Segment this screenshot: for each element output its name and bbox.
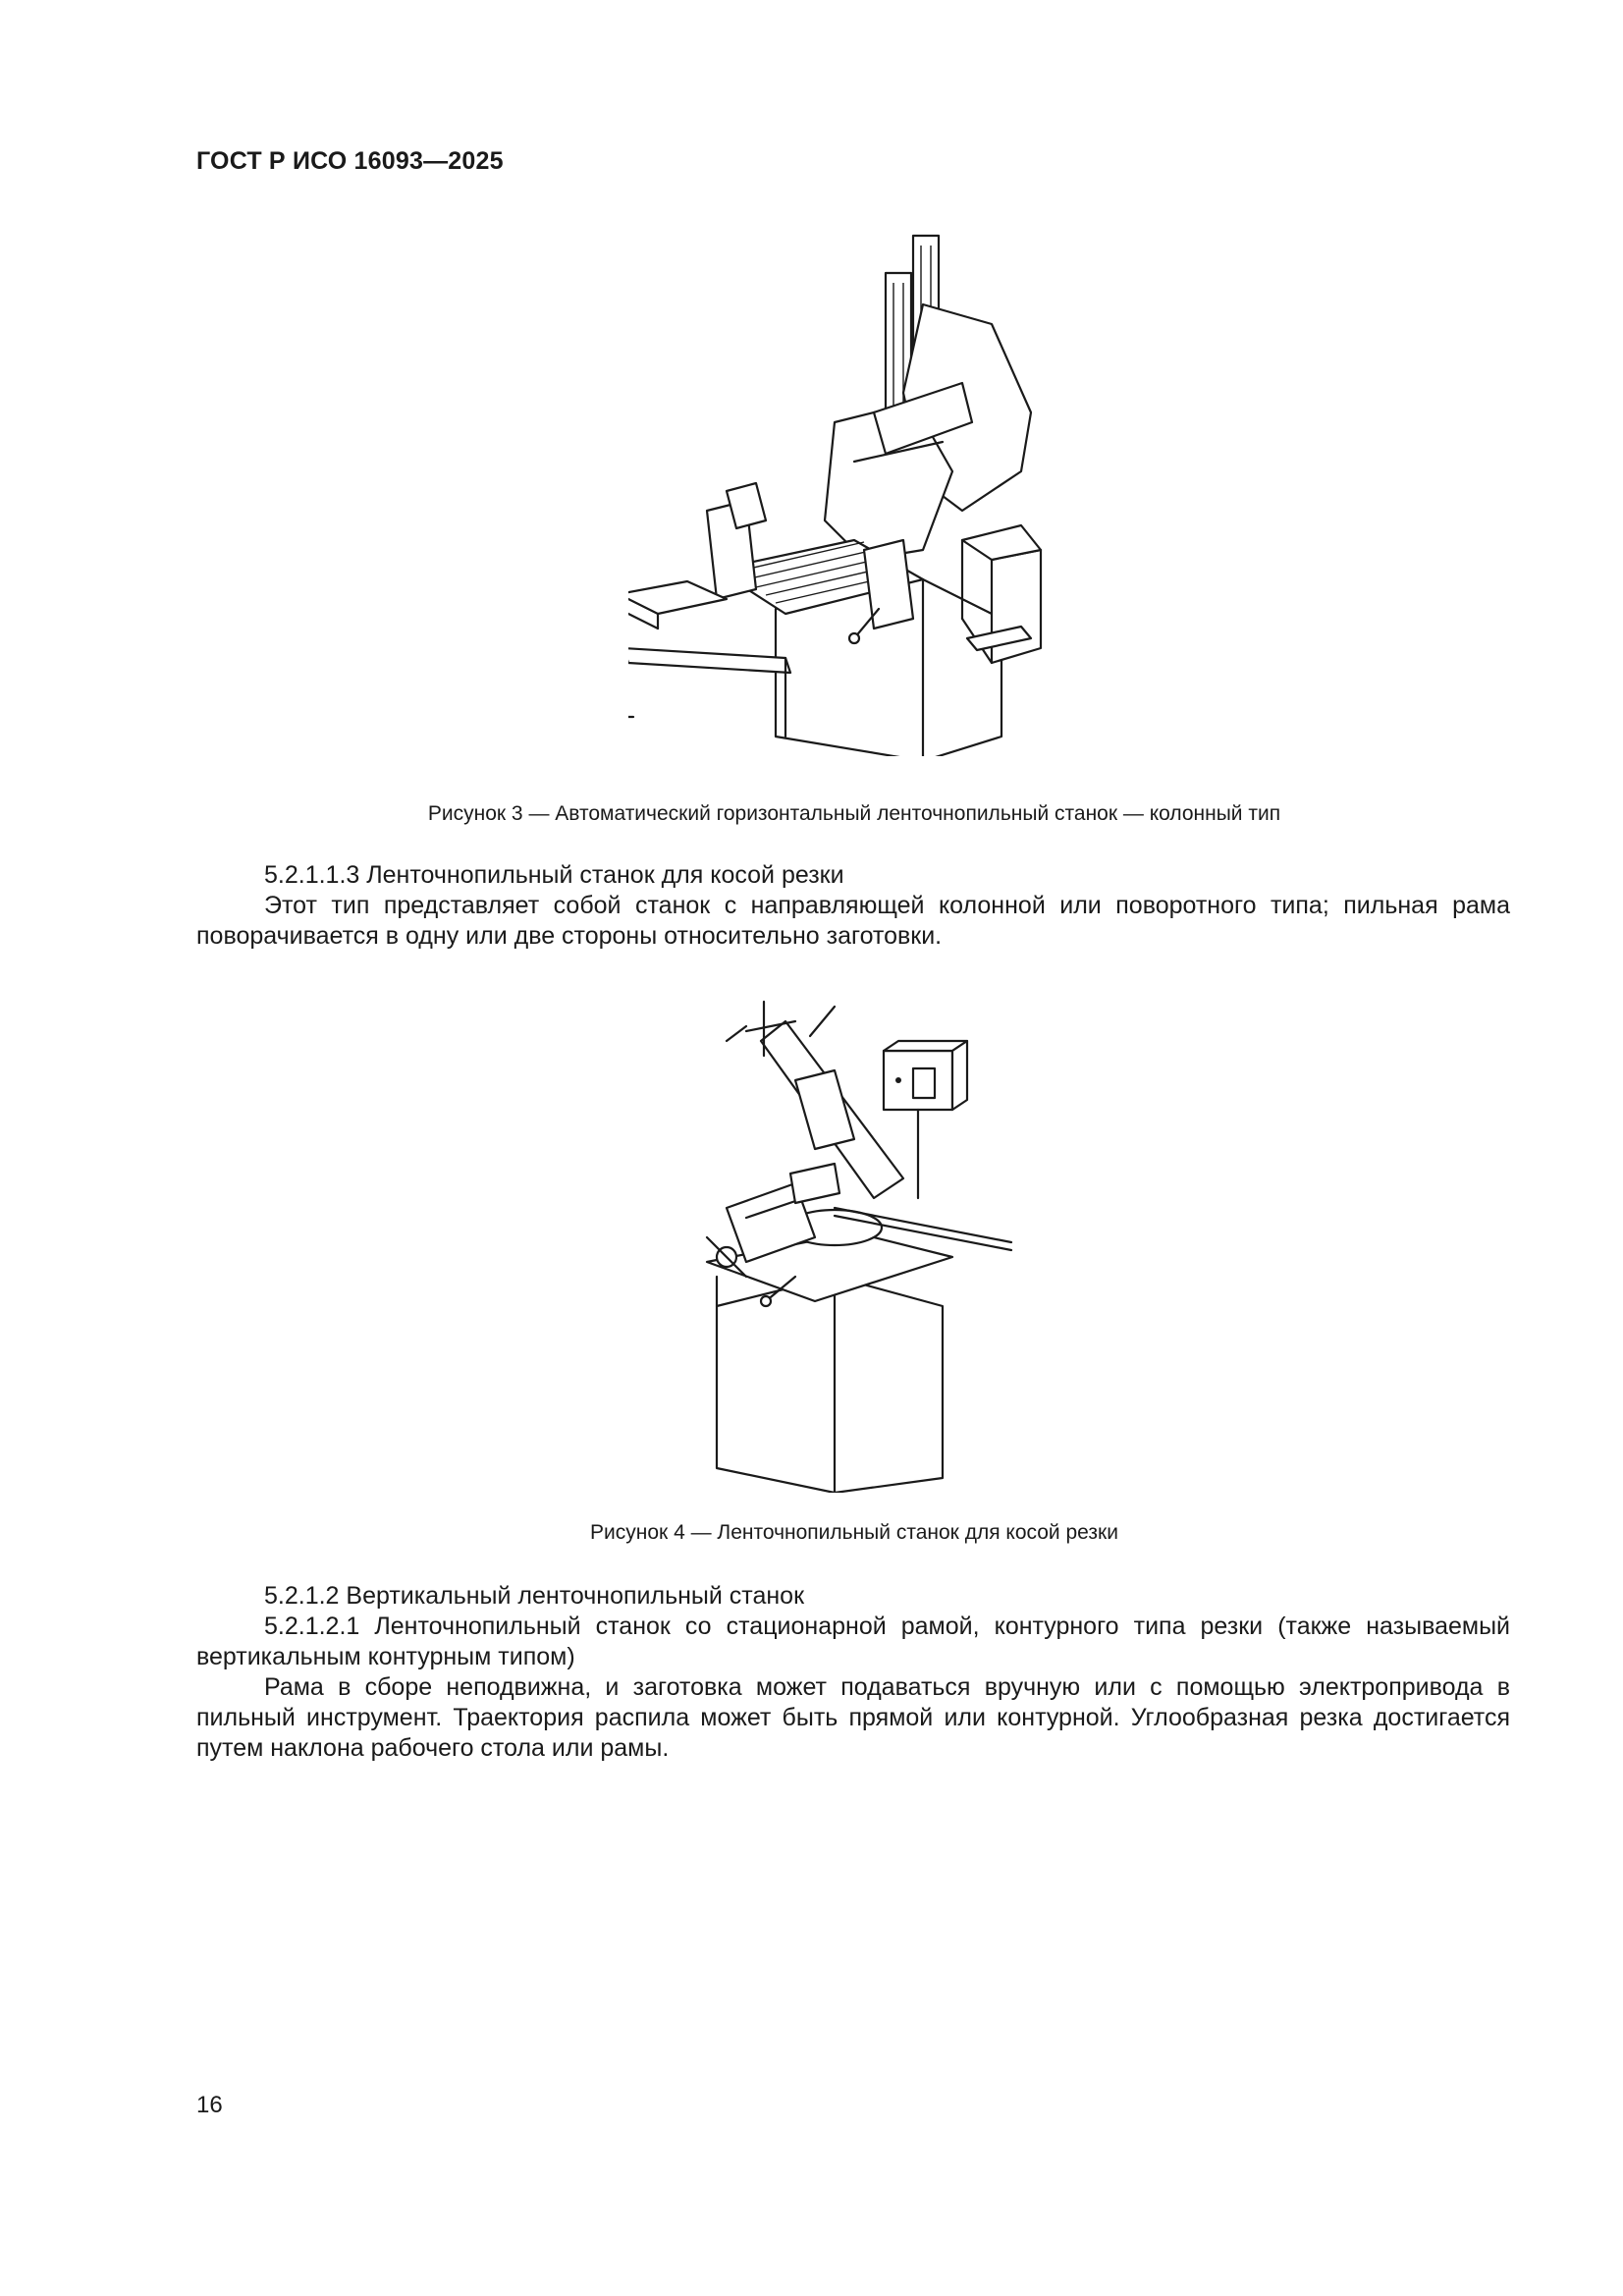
section-5-2-1-2-1-heading: 5.2.1.2.1 Ленточнопильный станок со стационарной рамой, контурного типа резки (также называемый вертикальным контурным типом) <box>196 1613 1510 1670</box>
document-header: ГОСТ Р ИСО 16093—2025 <box>196 147 504 175</box>
section-5-2-1-2-heading: 5.2.1.2 Вертикальный ленточнопильный станок <box>264 1582 805 1610</box>
figure-4-drawing <box>687 982 1021 1493</box>
section-5-2-1-1-3-heading: 5.2.1.1.3 Ленточнопильный станок для косой резки <box>264 861 844 889</box>
figure-3-caption: Рисунок 3 — Автоматический горизонтальный ленточнопильный станок — колонный тип <box>427 802 1281 825</box>
vise-right <box>864 540 913 629</box>
figure-3-illustration <box>628 226 1060 756</box>
figure-4-caption: Рисунок 4 — Ленточнопильный станок для косой резки <box>590 1521 1118 1544</box>
figure-4-illustration <box>687 982 1021 1493</box>
base-cabinet <box>717 1277 943 1493</box>
infeed-table <box>628 581 727 614</box>
section-5-2-1-1-3-text: Этот тип представляет собой станок с направляющей колонной или поворотного типа; пильная рама поворачивается в одну или две стороны относительно заготовки. <box>196 892 1510 950</box>
section-5-2-1-2-1-text: Рама в сборе неподвижна, и заготовка может подаваться вручную или с помощью электропривода в пильный инструмент. Траектория распила может быть прямой или контурной. Углообразная резка достигается путем наклона рабочего стола или рамы. <box>196 1673 1510 1762</box>
support-rail <box>628 648 790 673</box>
figure-3-drawing <box>628 226 1060 756</box>
page-number: 16 <box>196 2092 223 2118</box>
saw-guide <box>795 1070 854 1149</box>
fence <box>790 1164 839 1203</box>
